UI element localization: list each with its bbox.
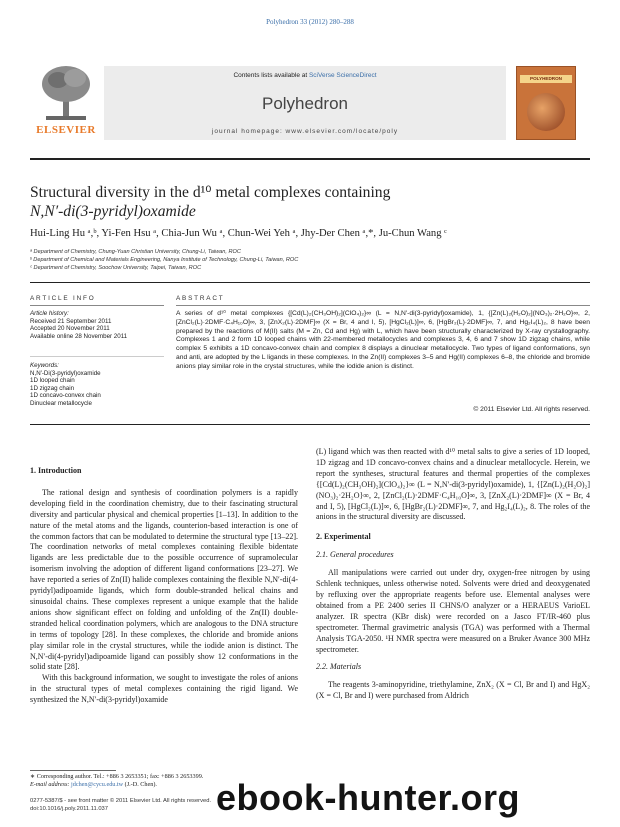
- affiliation-b: ᵇ Department of Chemical and Materials Engineering, Nanya Institute of Technology, Chung-Li, Taiwan, ROC: [30, 257, 299, 263]
- cover-art: [527, 93, 565, 131]
- keyword: 1D zigzag chain: [30, 384, 75, 392]
- article-history: [30, 310, 164, 340]
- info-divider: [30, 356, 164, 357]
- elsevier-tree-icon: [40, 64, 92, 122]
- abstract-copyright: © 2011 Elsevier Ltd. All rights reserved.: [473, 406, 590, 413]
- abstract-heading: ABSTRACT: [176, 295, 225, 302]
- article-title: [30, 183, 590, 221]
- general-procedures-text: All manipulations were carried out under dry, oxygen-free nitrogen by using Schlenk techniques, unless otherwise noted. Solvents were dried and deoxygenated by refluxing over the appropriate reagents before use. Elemental analyses were obtained from a PE 2400 series II CHNS/O analyzer or a HERAEUS VarioEL analyzer. IR spectra (KBr disk) were recorded on a Jasco FT/IR-460 plus spectrometer. Thermal gravimetric analysis (TGA) was performed with a Thermal Analysis TGA-2050. ¹H NMR spectra were measured on a Bruker Avance 300 MHz spectrometer.: [316, 568, 590, 654]
- author-email-link[interactable]: jdchen@cycu.edu.tw: [71, 781, 124, 788]
- affiliation-a: ᵃ Department of Chemistry, Chung-Yuan Christian University, Chung-Li, Taiwan, ROC: [30, 249, 241, 255]
- history-received: Received 21 September 2011: [30, 317, 112, 325]
- general-procedures-heading: 2.1. General procedures: [316, 550, 394, 560]
- history-accepted: Accepted 20 November 2011: [30, 325, 110, 333]
- author-list: Hui-Ling Hu ᵃ,ᵇ, Yi-Fen Hsu ᵃ, Chia-Jun Wu ᵃ, Chun-Wei Yeh ᵃ, Jhy-Der Chen ᵃ,*, Ju-Chun Wang ᶜ: [30, 228, 447, 239]
- corresponding-author-note: ∗ Corresponding author. Tel.: +886 3 2653351; fax: +886 3 2653399.: [30, 773, 204, 780]
- intro-heading: 1. Introduction: [30, 466, 82, 475]
- elsevier-wordmark: ELSEVIER: [36, 124, 96, 136]
- footnote-rule: [30, 770, 116, 771]
- keywords-label: Keywords:: [30, 362, 59, 369]
- abstract-text: A series of d¹⁰ metal complexes {[Cd(L)₂(CH₃OH)₂](ClO₄)₂}∞ (L = N,N′-di(3-pyridyl)oxamide), 1, {[Zn(L)₂(H₂O)₂](NO₃)₂·2H₂O}∞, 2, [ZnCl₂(L)·2DMF·C₄H₁₀O]∞, 3, [ZnX₂(L)·2DMF]∞ (X = Br, 4 and I, 5), [HgCl₂(L)]∞, 6, [HgBr₂(L)·2DMF]∞, 7, and Hg₂I₄(L)₂, 8 have been prepared by the reactions of M(II) salts (M = Zn, Cd and Hg) with L, which have been structurally characterized by X-ray crystallography. Complexes 1 and 2 form 1D looped chains with 22-membered metallocycles and complexes 3, 4, 6 and 7 show 1D zigzag chains, while complex 5 exhibits a 1D concavo-convex chain and complex 8 displays a dinuclear metallocycle. Two types of ligand conformations, syn and anti, are adopted by the L ligands in these complexes. In the Zn(II) complexes 3–5 and Hg(II) complexes 6–8, the chloride and bromide anions play similar role in the crystal structures, while the iodide anion is distinct.: [176, 310, 590, 370]
- keyword: Dinuclear metallocycle: [30, 399, 92, 407]
- sciencedirect-link[interactable]: SciVerse ScienceDirect: [308, 72, 377, 79]
- body-left-column: [30, 466, 298, 706]
- intro-paragraph-1: The rational design and synthesis of coordination polymers is a rapidly developing field in the coordination chemistry, due to their fascinating structural diversity and particular physical and chemical properties [1–13]. In addition to the nature of the metal atoms and the ligands, counterion-based interaction is one of the common factors that can be modulated to determine the structural type [13–22]. The coordination networks of metal complexes containing flexible bidentate ligands are less predictable due to the possible occurrence of supramolecular isomerism involving the adoption of different ligand conformations [23–27]. We have reported a series of Zn(II) halide complexes containing the flexible N,N′-di(4-pyridyl)adipoamide ligands, which form double-stranded helical chains and sinusoidal chains. These complexes represent a unique example that the halide anions show significant effect on folding and unfolding of the Zn(II) double-stranded helical coordination polymers, which are analogous to the DNA structure in terms of topology [28]. In these complexes, the chloride and bromide anions play similar role in the crystal structures, while the iodide anion is distinct. The N,N′-di(4-pyridyl)adipoamide ligand can possibly show 12 conformations in the solid state [28].: [30, 487, 298, 672]
- journal-homepage[interactable]: journal homepage: www.elsevier.com/locate/poly: [211, 128, 399, 135]
- abstract-rule: [176, 305, 590, 306]
- intro-paragraph-continued: (L) ligand which was then reacted with d¹⁰ metal salts to give a series of 1D looped, 1D zigzag and 1D concavo-convex chains and a dinuclear metallocycle. Herein, we report the syntheses, structural features and thermal properties of the complexes {[Cd(L)₂(CH₃OH)₂](ClO₄)₂}∞ (L = N,N′-di(3-pyridyl)oxamide), 1, {[Zn(L)₂(H₂O)₂](NO₃)₂·2H₂O}∞, 2, [ZnCl₂(L)·2DMF·C₄H₁₀O]∞, 3, [ZnX₂(L)·2DMF]∞ (X = Br, 4 and I, 5), [HgCl₂(L)]∞, 6, [HgBr₂(L)·2DMF]∞, 7, and Hg₂I₄(L)₂, 8. The roles of the anions in the structural diversity are discussed.: [316, 447, 590, 522]
- affiliation-c: ᶜ Department of Chemistry, Soochow University, Taipei, Taiwan, ROC: [30, 265, 202, 271]
- title-line-2: N,N′-di(3-pyridyl)oxamide: [30, 203, 196, 220]
- header-rule: [30, 282, 590, 283]
- article-info-heading: ARTICLE INFO: [30, 295, 96, 302]
- history-label: Article history:: [30, 310, 69, 317]
- keyword: N,N′-Di(3-pyridyl)oxamide: [30, 369, 101, 377]
- masthead-rule: [30, 158, 590, 160]
- materials-text: The reagents 3-aminopyridine, triethylamine, ZnX₂ (X = Cl, Br and I) and HgX₂ (X = Cl, Br and I) were purchased from Aldrich: [316, 680, 590, 701]
- keyword: 1D looped chain: [30, 377, 75, 385]
- keywords: [30, 362, 164, 408]
- email-suffix: (J.-D. Chen).: [123, 781, 157, 788]
- experimental-heading: 2. Experimental: [316, 532, 371, 542]
- publisher-logo: [30, 62, 102, 148]
- keyword: 1D concavo-convex chain: [30, 392, 101, 400]
- body-rule: [30, 424, 590, 425]
- journal-title: Polyhedron: [261, 94, 348, 113]
- watermark: ebook-hunter.org: [216, 777, 520, 818]
- issn-line: 0277-5387/$ - see front matter © 2011 Elsevier Ltd. All rights reserved.: [30, 798, 212, 804]
- journal-cover-thumbnail: [516, 66, 576, 140]
- masthead: [30, 62, 590, 158]
- doi-line[interactable]: doi:10.1016/j.poly.2011.11.037: [30, 806, 108, 812]
- body-right-column: [316, 447, 590, 702]
- intro-paragraph-2: With this background information, we sought to investigate the roles of anions in the structural types of metal complexes containing the rigid ligand. We synthesized the N,N′-di(3-pyridyl)oxamide: [30, 673, 298, 705]
- title-line-1: Structural diversity in the d¹⁰ metal complexes containing: [30, 184, 391, 201]
- cover-title: POLYHEDRON: [530, 76, 562, 81]
- journal-reference[interactable]: Polyhedron 33 (2012) 280–288: [266, 18, 354, 26]
- contents-line: [104, 72, 506, 79]
- article-info-rule: [30, 305, 164, 306]
- contents-prefix: Contents lists available at: [233, 72, 309, 79]
- history-online: Available online 28 November 2011: [30, 332, 128, 340]
- materials-heading: 2.2. Materials: [316, 662, 362, 672]
- email-label: E-mail address:: [30, 781, 72, 788]
